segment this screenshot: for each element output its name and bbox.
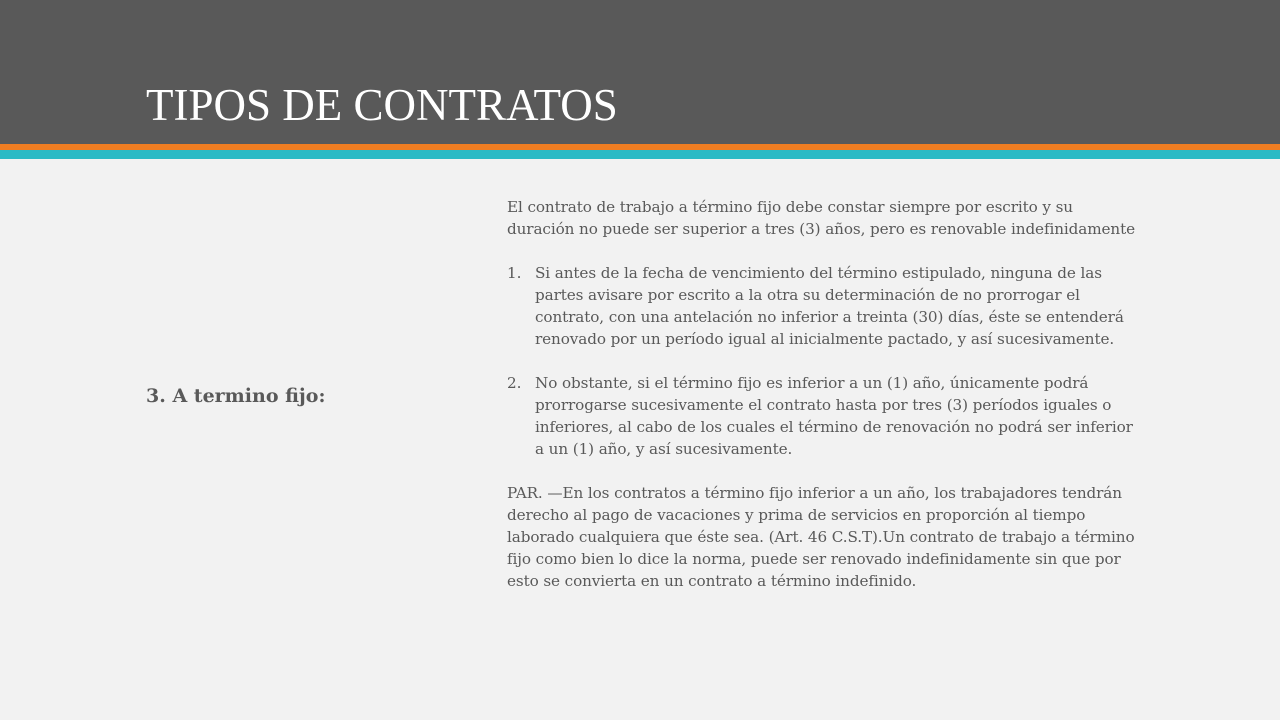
- list-item-text: No obstante, si el término fijo es inferior a un (1) año, únicamente podrá prorrogarse sucesivamente el contrato hasta por tres (3) períodos iguales o inferiores, al cabo de los cuales el término de renovación no podrá ser inferior a un (1) año, y así sucesivamente.: [535, 374, 1133, 458]
- numbered-list: [507, 262, 1137, 460]
- title-bar: [0, 0, 1280, 144]
- list-item-text: Si antes de la fecha de vencimiento del término estipulado, ninguna de las partes avisare por escrito a la otra su determinación de no prorrogar el contrato, con una antelación no inferior a treinta (30) días, éste se entenderá renovado por un período igual al inicialmente pactado, y así sucesivamente.: [535, 264, 1124, 348]
- list-item: [507, 262, 1137, 350]
- accent-stripe-teal: [0, 150, 1280, 159]
- list-item-number: 1.: [507, 264, 522, 282]
- content-body: [507, 196, 1137, 592]
- closing-paragraph: PAR. —En los contratos a término fijo inferior a un año, los trabajadores tendrán derecho al pago de vacaciones y prima de servicios en proporción al tiempo laborado cualquiera que éste sea. (Art. 46 C.S.T).Un contrato de trabajo a término fijo como bien lo dice la norma, puede ser renovado indefinidamente sin que por esto se convierta en un contrato a término indefinido.: [507, 484, 1135, 590]
- list-item-number: 2.: [507, 374, 522, 392]
- list-item: [507, 372, 1137, 460]
- intro-paragraph: El contrato de trabajo a término fijo debe constar siempre por escrito y su duración no puede ser superior a tres (3) años, pero es renovable indefinidamente: [507, 198, 1136, 238]
- section-heading: 3. A termino fijo:: [146, 385, 326, 407]
- slide-title: TIPOS DE CONTRATOS: [146, 80, 618, 130]
